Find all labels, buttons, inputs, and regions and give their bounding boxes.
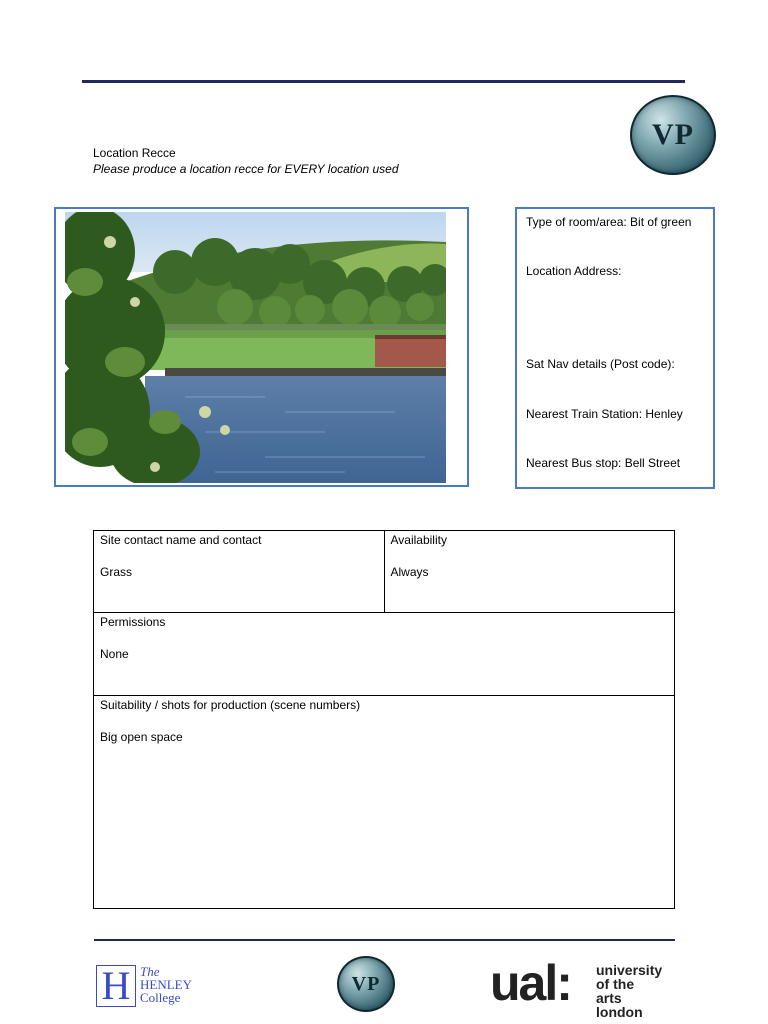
location-info-box	[515, 207, 715, 489]
availability-value: Always	[390, 565, 429, 579]
henley-wordmark: The HENLEY College	[140, 964, 192, 1005]
page-title: Location Recce	[93, 146, 176, 160]
site-contact-value: Grass	[100, 565, 133, 579]
location-photo	[65, 212, 446, 483]
suitability-cell	[94, 696, 675, 909]
site-contact-cell	[94, 531, 385, 613]
henley-college-logo	[96, 965, 196, 1007]
location-photo-frame	[54, 207, 469, 487]
henley-mark: H	[96, 965, 136, 1007]
room-type-field: Type of room/area: Bit of green	[526, 215, 692, 229]
suitability-value: Big open space	[100, 730, 183, 744]
vp-footer-logo	[337, 956, 395, 1012]
availability-cell	[384, 531, 675, 613]
train-station-field: Nearest Train Station: Henley	[526, 407, 683, 421]
suitability-label: Suitability / shots for production (scene numbers)	[100, 698, 361, 712]
location-address-field: Location Address:	[526, 264, 622, 278]
ual-name: university of the arts london	[596, 962, 663, 1020]
recce-table	[93, 530, 675, 909]
satnav-field: Sat Nav details (Post code):	[526, 357, 675, 371]
vp-logo	[630, 95, 716, 175]
availability-label: Availability	[390, 533, 447, 547]
vp-footer-logo-text: VP	[351, 972, 381, 995]
footer-rule	[94, 939, 675, 941]
permissions-cell	[94, 613, 675, 696]
permissions-value: None	[100, 647, 129, 661]
permissions-label: Permissions	[100, 615, 166, 629]
ual-wordmark: ual:	[490, 955, 571, 1011]
site-contact-label: Site contact name and contact	[100, 533, 262, 547]
page-instruction: Please produce a location recce for EVERY location used	[93, 162, 399, 176]
vp-logo-text: VP	[652, 118, 694, 151]
bus-stop-field: Nearest Bus stop: Bell Street	[526, 456, 681, 470]
top-rule	[82, 80, 685, 83]
page-heading	[93, 145, 399, 177]
